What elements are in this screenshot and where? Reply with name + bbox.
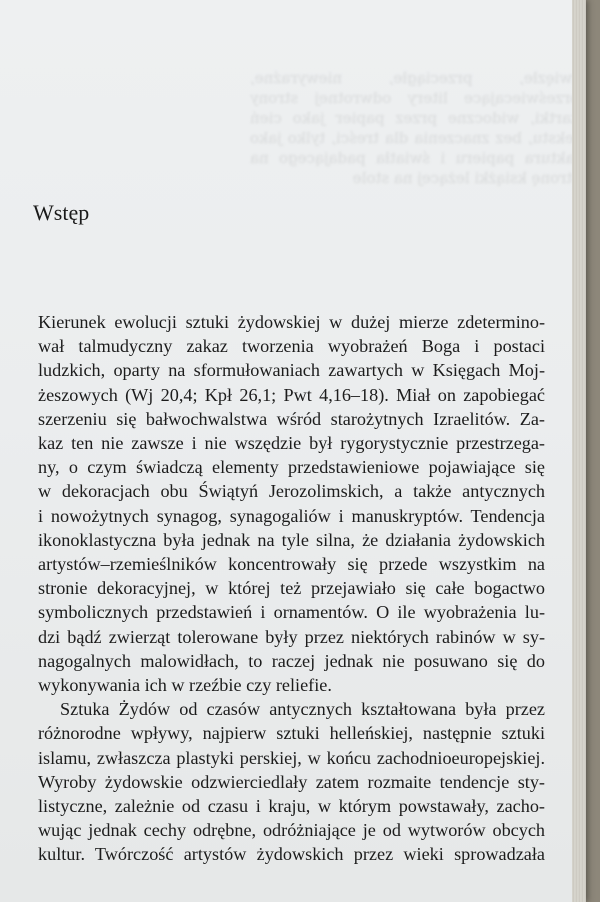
text-line: symbolicznych przedstawień i ornamentów. O ile wyobrażenia lu- <box>38 602 545 623</box>
text-line: artystów–rzemieślników koncentrowały się przede wszystkim na <box>38 554 545 575</box>
chapter-title: Wstęp <box>33 200 90 225</box>
text-line: Wyroby żydowskie odzwierciedlały zatem rozmaite tendencje sty- <box>38 771 545 792</box>
text-line: szerzeniu się bałwochwalstwa wśród starożytnych Izraelitów. Za- <box>38 408 545 429</box>
show-through-text: zwięzłe, przeciągłe, niewyraźne, przeświecające litery odwrotnej strony kartki, widoczne przez papier jako cień tekstu, bez znaczenia dla treści, tylko jako faktura papieru i światła padającego na stronę książki leżącej na stole <box>250 69 580 187</box>
text-line: różnorodne wpływy, najpierw sztuki helleńskiej, następnie sztuki <box>38 723 545 744</box>
text-line: żeszowych (Wj 20,4; Kpł 26,1; Pwt 4,16–18). Miał on zapobiegać <box>38 384 545 405</box>
text-line: stronie dekoracyjnej, w której też przejawiało się całe bogactwo <box>38 578 545 599</box>
text-line: w dekoracjach obu Świątyń Jerozolimskich, a także antycznych <box>38 481 545 502</box>
text-line: listyczne, zależnie od czasu i kraju, w którym powstawały, zacho- <box>38 796 545 817</box>
text-line: ny, o czym świadczą elementy przedstawieniowe pojawiające się <box>38 457 545 478</box>
text-line: wując jednak cechy odrębne, odróżniające je od wytworów obcych <box>38 820 545 841</box>
text-line: islamu, zwłaszcza plastyki perskiej, w końcu zachodnioeuropejskiej. <box>38 747 545 768</box>
chapter-body <box>38 310 545 867</box>
text-line: ikonoklastyczna była jednak na tyle silna, że działania żydowskich <box>38 529 545 550</box>
text-line: dzi bądź zwierząt tolerowane były przez niektórych rabinów w sy- <box>38 626 545 647</box>
text-line: ludzkich, oparty na sformułowaniach zawartych w Księgach Moj- <box>38 360 545 381</box>
text-line: kultur. Twórczość artystów żydowskich przez wieki sprowadzała <box>38 844 545 865</box>
text-line: nagogalnych malowidłach, to raczej jednak nie posuwano się do <box>38 650 545 671</box>
page-edge-stack <box>572 0 586 902</box>
text-line: wykonywania ich w rzeźbie czy reliefie. <box>38 675 332 696</box>
text-line: kaz ten nie zawsze i nie wszędzie był rygorystycznie przestrzega- <box>38 433 545 454</box>
text-line: Sztuka Żydów od czasów antycznych kształtowana była przez <box>60 699 545 720</box>
text-line: i nowożytnych synagog, synagogaliów i manuskryptów. Tendencja <box>38 505 545 526</box>
text-line: wał talmudyczny zakaz tworzenia wyobrażeń Boga i postaci <box>38 336 545 357</box>
text-line: Kierunek ewolucji sztuki żydowskiej w dużej mierze zdetermino- <box>38 312 545 332</box>
